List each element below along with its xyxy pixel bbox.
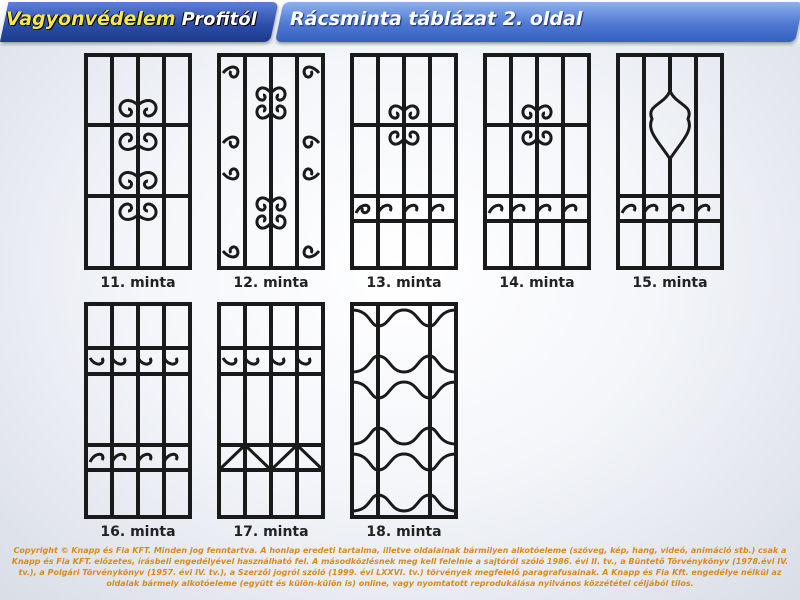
grate-pattern-15[interactable] — [616, 53, 724, 270]
grate-pattern-14[interactable] — [483, 53, 591, 270]
page-title: Rácsminta táblázat 2. oldal — [290, 8, 583, 30]
grate-pattern-16[interactable] — [84, 302, 192, 519]
grate-14-drawing — [483, 53, 591, 270]
brand-sub: Profitól — [181, 9, 257, 30]
grate-pattern-11[interactable] — [84, 53, 192, 270]
grate-16-drawing — [84, 302, 192, 519]
grate-13-drawing — [350, 53, 458, 270]
grate-15-drawing — [616, 53, 724, 270]
grate-pattern-13[interactable] — [350, 53, 458, 270]
grate-12-drawing — [217, 53, 325, 270]
grate-17-drawing — [217, 302, 325, 519]
grate-pattern-17[interactable] — [217, 302, 325, 519]
pattern-label-18: 18. minta — [366, 524, 442, 540]
pattern-label-17: 17. minta — [233, 524, 309, 540]
brand-logo[interactable] — [6, 8, 257, 36]
pattern-label-14: 14. minta — [499, 275, 575, 291]
pattern-label-16: 16. minta — [100, 524, 176, 540]
pattern-label-12: 12. minta — [233, 275, 309, 291]
copyright-notice: Copyright © Knapp és Fia KFT. Minden jog fenntartva. A honlap eredeti tartalma, illetve oldalainak bármilyen alkotóeleme (szöveg, kép, hang, videó, animáció stb.) csak a Knapp és Fia KFT. előzetes, írásbeli engedélyével használható fel. A másodközlésnek meg kell felelnie a sajtóról szóló 1986. évi II. tv., a Büntető Törvénykönyv (1978.évi IV. tv.), a Polgári Törvénykönyv (1957. évi IV. tv.), a Szerzői jogról szóló (1999. évi LXXVI. tv.) törvények megfelelő paragrafusainak. A Knapp és Fia Kft. engedélye nélkül az oldalak bármely alkotóeleme (együtt és külön-külön is) online, vagy nyomtatott reprodukálása nyilvános közzététel céljából tilos. — [11, 546, 789, 588]
brand-main: Vagyonvédelem — [6, 8, 176, 30]
pattern-label-15: 15. minta — [632, 275, 708, 291]
pattern-label-13: 13. minta — [366, 275, 442, 291]
grate-pattern-18[interactable] — [350, 302, 458, 519]
pattern-label-11: 11. minta — [100, 275, 176, 291]
header-bar — [0, 0, 800, 44]
grate-pattern-12[interactable] — [217, 53, 325, 270]
grate-11-drawing — [84, 53, 192, 270]
grate-18-drawing — [350, 302, 458, 519]
